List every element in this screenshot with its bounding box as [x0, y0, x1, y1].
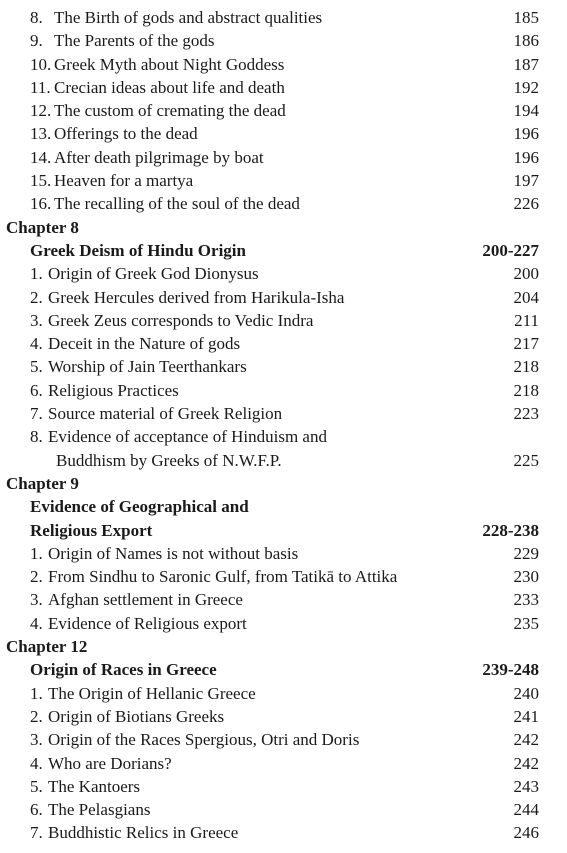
entry-title: Greek Hercules derived from Harikula-Isha [48, 287, 345, 307]
entry-page: 225 [513, 450, 539, 470]
entry-page: 194 [513, 101, 539, 121]
entry-first-line [30, 425, 567, 448]
entry-title: From Sindhu to Saronic Gulf, from Tatikā to Attika [48, 567, 398, 587]
entry-title: Origin of Biotians Greeks [48, 706, 225, 726]
entry-title: Evidence of Religious export [48, 613, 247, 633]
entry-number: 4. [30, 334, 43, 354]
entry-title: The Parents of the gods [54, 31, 215, 51]
entry-page: 243 [513, 776, 539, 796]
toc-entry [0, 588, 567, 611]
entry-page: 244 [513, 800, 539, 820]
entry-number: 11. [30, 77, 51, 97]
entry-title: The Pelasgians [48, 800, 151, 820]
toc-entry [0, 682, 567, 705]
entry-title: Offerings to the dead [54, 124, 198, 144]
entry-page: 242 [513, 753, 539, 773]
entry-title: The custom of cremating the dead [54, 101, 286, 121]
entry-title-continued: Buddhism by Greeks of N.W.F.P. [56, 450, 282, 470]
entry-number: 3. [30, 730, 43, 750]
entry-number: 16. [30, 194, 52, 214]
chapter-page-range: 239-248 [482, 660, 539, 680]
chapter-title-text: Religious Export [30, 520, 153, 540]
entry-number: 3. [30, 590, 43, 610]
toc-entry [0, 355, 567, 378]
chapter-title-text: Origin of Races in Greece [30, 660, 217, 680]
table-of-contents [0, 6, 567, 845]
chapter-page-range: 228-238 [482, 520, 539, 540]
toc-entry [0, 775, 567, 798]
entry-page: 240 [513, 683, 539, 703]
entry-page: 218 [513, 357, 539, 377]
toc-entry [0, 146, 567, 169]
entry-title: Who are Dorians? [48, 753, 172, 773]
chapter-title-text: Greek Deism of Hindu Origin [30, 240, 246, 260]
entry-number: 1. [30, 264, 43, 284]
toc-entry [0, 29, 567, 52]
entry-title: Origin of Names is not without basis [48, 543, 299, 563]
entry-title: The Birth of gods and abstract qualities [54, 8, 323, 27]
entry-number: 13. [30, 124, 52, 144]
entry-page: 226 [513, 194, 539, 214]
entry-page: 218 [513, 380, 539, 400]
chapter-title [0, 658, 567, 681]
entry-title: Religious Practices [48, 380, 179, 400]
entry-number: 3. [30, 310, 43, 330]
entry-number: 8. [30, 427, 43, 447]
toc-entry [0, 821, 567, 844]
toc-entry [0, 332, 567, 355]
toc-entry [0, 542, 567, 565]
chapter-heading: Chapter 12 [6, 637, 88, 657]
toc-entry [0, 262, 567, 285]
entry-title: Greek Myth about Night Goddess [54, 54, 285, 74]
entry-number: 2. [30, 567, 43, 587]
chapter-title [0, 495, 567, 518]
entry-title: The recalling of the soul of the dead [54, 194, 300, 214]
chapter-page-range: 200-227 [482, 240, 539, 260]
entry-title: The Kantoers [48, 776, 141, 796]
toc-entry [0, 565, 567, 588]
entry-title: Greek Zeus corresponds to Vedic Indra [48, 310, 314, 330]
entry-page: 211 [514, 310, 539, 330]
toc-entry [0, 798, 567, 821]
entry-page: 233 [513, 590, 539, 610]
toc-entry [0, 192, 567, 215]
entry-number: 10. [30, 54, 52, 74]
toc-entry [0, 53, 567, 76]
entry-number: 5. [30, 357, 43, 377]
entry-title: After death pilgrimage by boat [54, 147, 264, 167]
entry-title: Crecian ideas about life and death [54, 77, 285, 97]
entry-page: 241 [513, 706, 539, 726]
entry-title: Evidence of acceptance of Hinduism and [48, 427, 327, 447]
chapter-title [0, 519, 567, 542]
entry-title: Deceit in the Nature of gods [48, 334, 241, 354]
entry-page: 246 [513, 823, 539, 843]
entry-page: 223 [513, 404, 539, 424]
entry-page: 192 [513, 77, 539, 97]
toc-entry [0, 379, 567, 402]
chapter-title [0, 239, 567, 262]
entry-page: 235 [513, 613, 539, 633]
entry-title: Buddhistic Relics in Greece [48, 823, 239, 843]
toc-entry [0, 402, 567, 425]
entry-title: The Origin of Hellanic Greece [48, 683, 256, 703]
entry-number: 15. [30, 171, 52, 191]
toc-entry [0, 6, 567, 29]
entry-page: 230 [513, 567, 539, 587]
toc-entry [0, 752, 567, 775]
toc-entry [0, 99, 567, 122]
entry-title: Origin of the Races Spergious, Otri and Doris [48, 730, 360, 750]
entry-page: 187 [513, 54, 539, 74]
entry-page: 200 [513, 264, 539, 284]
entry-title: Heaven for a martya [54, 171, 194, 191]
entry-number: 4. [30, 753, 43, 773]
entry-number: 9. [30, 31, 43, 51]
chapter-heading: Chapter 8 [6, 217, 79, 237]
entry-number: 12. [30, 101, 52, 121]
chapter-heading: Chapter 9 [6, 473, 79, 493]
toc-entry [0, 309, 567, 332]
toc-entry [0, 425, 567, 472]
entry-page: 196 [513, 147, 539, 167]
entry-number: 8. [30, 8, 43, 27]
entry-page: 204 [513, 287, 539, 307]
entry-number: 7. [30, 823, 43, 843]
entry-number: 4. [30, 613, 43, 633]
entry-number: 6. [30, 800, 43, 820]
toc-entry [0, 612, 567, 635]
entry-number: 7. [30, 404, 43, 424]
entry-page: 186 [513, 31, 539, 51]
entry-title: Origin of Greek God Dionysus [48, 264, 259, 284]
entry-page: 197 [513, 171, 539, 191]
entry-page: 217 [513, 334, 539, 354]
toc-entry [0, 169, 567, 192]
entry-number: 14. [30, 147, 52, 167]
toc-entry [0, 705, 567, 728]
entry-title: Source material of Greek Religion [48, 404, 283, 424]
entry-number: 2. [30, 706, 43, 726]
entry-number: 6. [30, 380, 43, 400]
toc-entry [0, 76, 567, 99]
entry-page: 196 [513, 124, 539, 144]
entry-page: 229 [513, 543, 539, 563]
toc-entry [0, 728, 567, 751]
entry-number: 5. [30, 776, 43, 796]
entry-title: Worship of Jain Teerthankars [48, 357, 247, 377]
entry-title: Afghan settlement in Greece [48, 590, 243, 610]
entry-page: 242 [513, 730, 539, 750]
toc-entry [0, 286, 567, 309]
toc-entry [0, 122, 567, 145]
entry-number: 1. [30, 683, 43, 703]
entry-number: 1. [30, 543, 43, 563]
chapter-title-text: Evidence of Geographical and [30, 497, 249, 517]
entry-number: 2. [30, 287, 43, 307]
entry-page: 185 [513, 8, 539, 27]
